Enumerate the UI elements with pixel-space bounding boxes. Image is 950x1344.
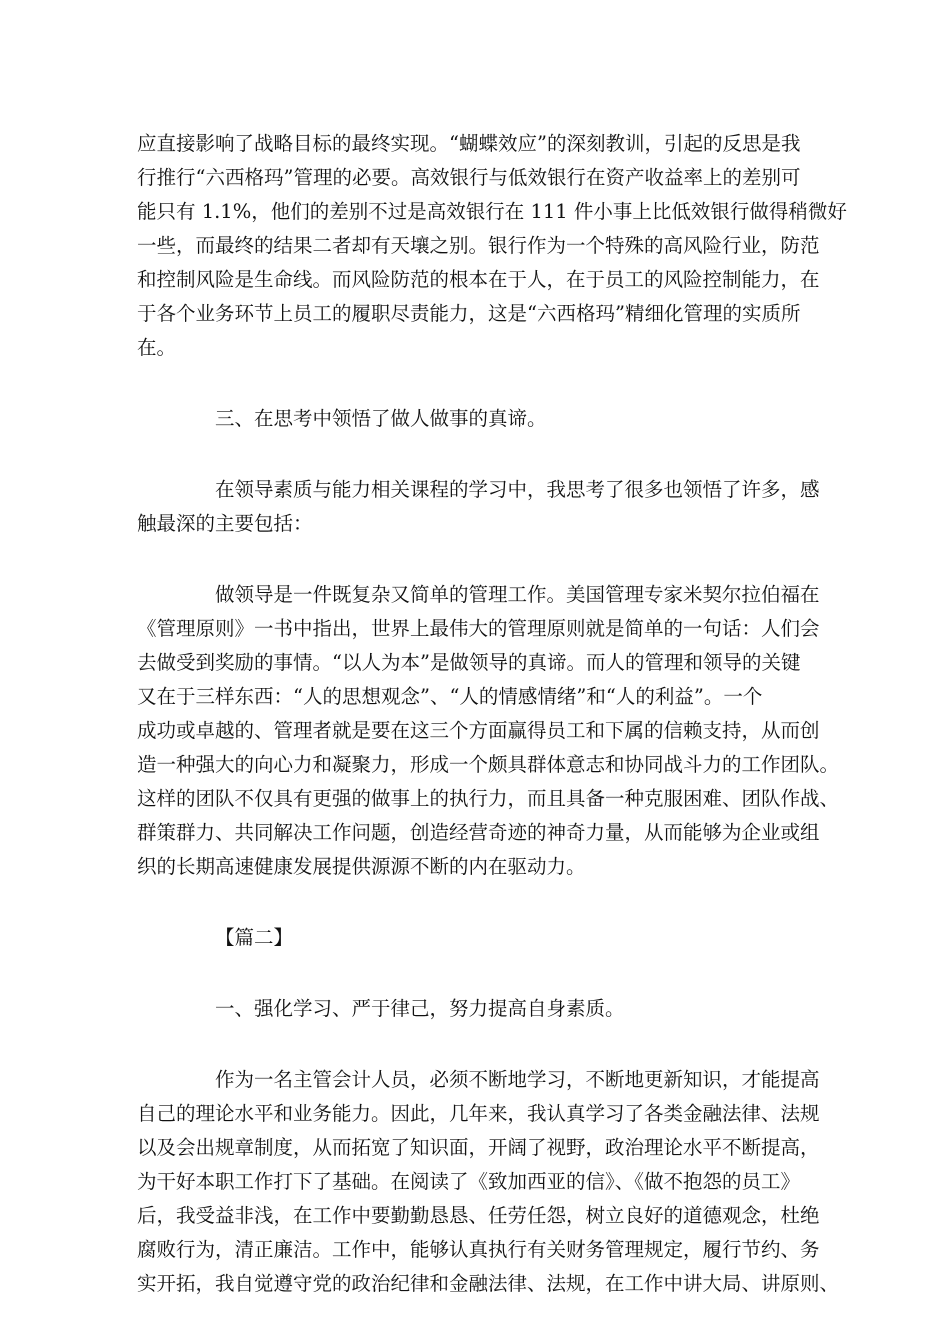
text-line: 一些，而最终的结果二者却有天壤之别。银行作为一个特殊的高风险行业，防范 [137, 234, 820, 257]
text-line: 在领导素质与能力相关课程的学习中，我思考了很多也领悟了许多，感 [215, 478, 820, 501]
text-line: 于各个业务环节上员工的履职尽责能力，这是“六西格玛”精细化管理的实质所 [137, 302, 801, 325]
text-line: 应直接影响了战略目标的最终实现。“蝴蝶效应”的深刻教训，引起的反思是我 [137, 132, 801, 155]
paragraph-butterfly-effect [137, 127, 847, 365]
text-line: 和控制风险是生命线。而风险防范的根本在于人，在于员工的风险控制能力，在 [137, 268, 820, 291]
text-line: 【篇二】 [215, 926, 294, 949]
section-heading-part-two [137, 921, 823, 955]
text-line: 在。 [137, 336, 177, 359]
paragraph-leadership-course [137, 473, 823, 541]
text-line: 群策群力、共同解决工作问题，创造经营奇迹的神奇力量，从而能够为企业或组 [137, 821, 820, 844]
text-line: 去做受到奖励的事情。“以人为本”是做领导的真谛。而人的管理和领导的关键 [137, 651, 801, 674]
text-line: 织的长期高速健康发展提供源源不断的内在驱动力。 [137, 855, 586, 878]
text-line: 自己的理论水平和业务能力。因此，几年来，我认真学习了各类金融法律、法规 [137, 1102, 820, 1125]
text-line: 后，我受益非浅，在工作中要勤勤恳恳、任劳任怨，树立良好的道德观念，杜绝 [137, 1204, 820, 1227]
text-line: 做领导是一件既复杂又简单的管理工作。美国管理专家米契尔拉伯福在 [215, 583, 820, 606]
text-line: 腐败行为，清正廉洁。工作中，能够认真执行有关财务管理规定，履行节约、务 [137, 1238, 820, 1261]
text-line: 行推行“六西格玛”管理的必要。高效银行与低效银行在资产收益率上的差别可 [137, 166, 801, 189]
text-line: 实开拓，我自觉遵守党的政治纪律和金融法律、法规，在工作中讲大局、讲原则、 [137, 1272, 840, 1295]
text-line: 以及会出规章制度，从而拓宽了知识面，开阔了视野，政治理论水平不断提高， [137, 1136, 820, 1159]
text-line: 触最深的主要包括： [137, 512, 313, 535]
paragraph-accountant [137, 1063, 840, 1301]
text-line: 这样的团队不仅具有更强的做事上的执行力，而且具备一种克服困难、团队作战、 [137, 787, 840, 810]
section-heading-three [137, 402, 823, 436]
text-line: 《管理原则》一书中指出，世界上最伟大的管理原则就是简单的一句话：人们会 [137, 617, 820, 640]
text-line: 能只有 1.1%，他们的差别不过是高效银行在 111 件小事上比低效银行做得稍微好 [137, 200, 847, 223]
text-line: 一、强化学习、严于律己，努力提高自身素质。 [215, 997, 625, 1020]
text-line: 作为一名主管会计人员，必须不断地学习，不断地更新知识，才能提高 [215, 1068, 820, 1091]
text-line: 三、在思考中领悟了做人做事的真谛。 [215, 407, 547, 430]
text-line: 又在于三样东西：“人的思想观念”、“人的情感情绪”和“人的利益”。一个 [137, 685, 763, 708]
section-heading-one [137, 992, 823, 1026]
text-line: 为干好本职工作打下了基础。在阅读了《致加西亚的信》、《做不抱怨的员工》 [137, 1170, 801, 1193]
paragraph-leadership [137, 578, 840, 884]
text-line: 成功或卓越的、管理者就是要在这三个方面赢得员工和下属的信赖支持，从而创 [137, 719, 820, 742]
text-line: 造一种强大的向心力和凝聚力，形成一个颇具群体意志和协同战斗力的工作团队。 [137, 753, 840, 776]
document-body [137, 127, 847, 1301]
